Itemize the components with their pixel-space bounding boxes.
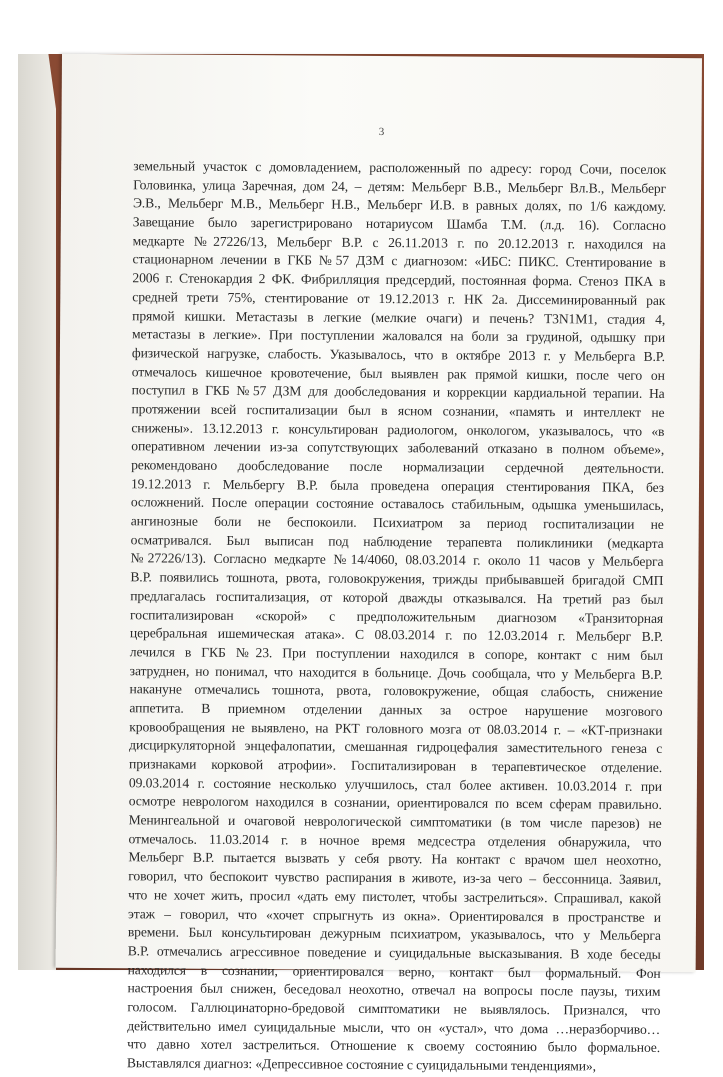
text-line: отмечалось кишечное кровотечение, был выявлен рак прямой кишки, после чего он [131,363,665,383]
document-page [56,54,702,1074]
text-line: предлагалась госпитализация, от которой дважды отказывался. На третий раз был [130,588,664,607]
text-line: Завещание было зарегистрировано нотариусом Шамба Т.М. (л.д. 16). Согласно [132,214,666,234]
text-line: что давно хотел застрелиться. Отношение к своему состоянию было формальное. [127,1036,661,1056]
text-line: снижены». 13.12.2013 г. консультирован радиологом, онкологом, указывалось, что «в [131,419,665,439]
text-line: поступил в ГКБ №57 ДЗМ для дообследования и коррекции кардиальной терапии. На [131,382,665,402]
text-line: оперативном лечении из-за сопутствующих заболеваний отказано в полном объеме», [131,438,665,458]
page-body-text [127,157,666,1076]
text-line: осматривался. Был выписан под наблюдение терапевта поликлиники (медкарта [130,532,664,551]
text-line: №27226/13). Согласно медкарте №14/4060, 08.03.2014 г. около 11 часов у Мельберга [130,550,664,570]
text-line: 2006 г. Стенокардия 2 ФК. Фибрилляция предсердий, постоянная форма. Стеноз ПКА в [132,270,666,290]
text-line: времени. Был консультирован дежурным психиатром, указывалось, что у Мельберга [127,924,661,944]
text-line: физической нагрузке, слабость. Указывалось, что в октябре 2013 г. у Мельберга В.Р. [131,345,665,364]
text-line: аппетита. В приемном отделении данных за острое нарушение мозгового [129,700,663,719]
underlying-sheet-edge [18,54,56,970]
text-line: ангинозные боли не беспокоили. Психиатром за период госпитализации не [130,513,664,533]
text-line: говорил, что беспокоит чувство распирания в животе, из-за чего – бессонница. Заявил, [128,868,662,888]
text-line: действительно имел суицидальные мысли, что он «устал», что дома …неразборчиво… [127,1017,661,1037]
text-line: рекомендовано дообследование после нормализации сердечной деятельности. [131,457,665,476]
text-line: Э.В., Мельберг М.В., Мельберг Н.В., Мельберг И.В. в равных долях, по 1/6 каждому. [132,195,667,215]
text-line: госпитализирован «скорой» с предположительным диагнозом «Транзиторная [130,606,664,626]
text-line: протяжении всей госпитализации был в ясном сознании, «память и интеллект не [131,401,665,420]
text-line: кровообращения не выявлено, на РКТ головного мозга от 08.03.2014 г. – «КТ-признаки [129,718,663,738]
text-line: стационарном лечении в ГКБ №57 ДЗМ с диагнозом: «ИБС: ПИКС. Стентирование в [132,251,666,271]
text-line: что не хочет жить, просил «дать ему пистолет, чтобы застрелиться». Спрашивал, какой [128,887,662,906]
text-line: прямой кишки. Метастазы в легкие (мелкие очаги) и печень? T3N1M1, стадия 4, [132,307,666,327]
text-line: признаками корковой атрофии». Госпитализирован в терапевтическое отделение. [129,756,663,775]
text-line: средней трети 75%, стентирование от 19.12.2013 г. НК 2а. Диссеминированный рак [132,289,666,308]
text-line: осложнений. После операции состояние оставалось стабильным, одышка уменьшилась, [130,494,664,514]
text-line: этаж – говорил, что «хочет спрыгнуть из окна». Ориентировался в пространстве и [127,905,662,925]
text-line: земельный участок с домовладением, расположенный по адресу: город Сочи, поселок [133,158,667,177]
text-line: дисциркуляторной энцефалопатии, смешанная гидроцефалия заместительного генеза с [129,737,663,757]
text-line: осмотре неврологом находился в сознании, ориентировался по всем сферам правильно. [128,793,662,813]
text-line: 09.03.2014 г. состояние несколько улучшилось, стал более активен. 10.03.2014 г. при [128,774,662,794]
text-line: накануне отмечались тошнота, рвота, головокружение, общая слабость, снижение [129,681,663,701]
text-line: Менингеальной и очаговой неврологической симптоматики (в том числе парезов) не [128,812,662,832]
text-line: 19.12.2013 г. Мельбергу В.Р. была проведена операция стентирования ПКА, без [130,475,665,495]
text-line: настроения был снижен, беседовал неохотно, отвечал на вопросы после паузы, тихим [127,980,661,1000]
text-line: В.Р. отмечались агрессивное поведение и суицидальные высказывания. В ходе беседы [127,943,661,962]
text-line: Головинка, улица Заречная, дом 24, – детям: Мельберг В.В., Мельберг Вл.В., Мельберг [133,176,667,196]
text-line: Выставлялся диагноз: «Депрессивное состояние с суицидальными тенденциями», [126,1055,597,1074]
text-line: лечился в ГКБ №23. При поступлении находился в сопоре, контакт с ним был [129,644,663,663]
text-line: затруднен, но понимал, что находится в больнице. Дочь сообщала, что у Мельберга В.Р. [129,662,663,682]
text-line: В.Р. появились тошнота, рвота, головокружения, трижды прибывавшей бригадой СМП [130,569,664,589]
text-line: отмечалось. 11.03.2014 г. в ночное время медсестра отделения обнаружила, что [128,830,662,850]
text-line: находился в сознании, ориентировался верно, контакт был формальный. Фон [127,961,661,981]
text-line: голосом. Галлюцинаторно-бредовой симптоматики не выявлялось. Признался, что [127,999,661,1018]
document-photo [18,54,704,1074]
text-line: метастазы в легкие». При поступлении жаловался на боли за грудиной, одышку при [132,326,666,346]
text-line: церебральная ишемическая атака». С 08.03.2014 г. по 12.03.2014 г. Мельберг В.Р. [129,625,664,645]
text-line: медкарте №27226/13, Мельберг В.Р. с 26.11.2013 г. по 20.12.2013 г. находился на [132,233,666,252]
page-number: 3 [378,125,385,139]
text-line: Мельберг В.Р. пытается вызвать у себя рвоту. На контакт с врачом шел неохотно, [128,849,662,869]
